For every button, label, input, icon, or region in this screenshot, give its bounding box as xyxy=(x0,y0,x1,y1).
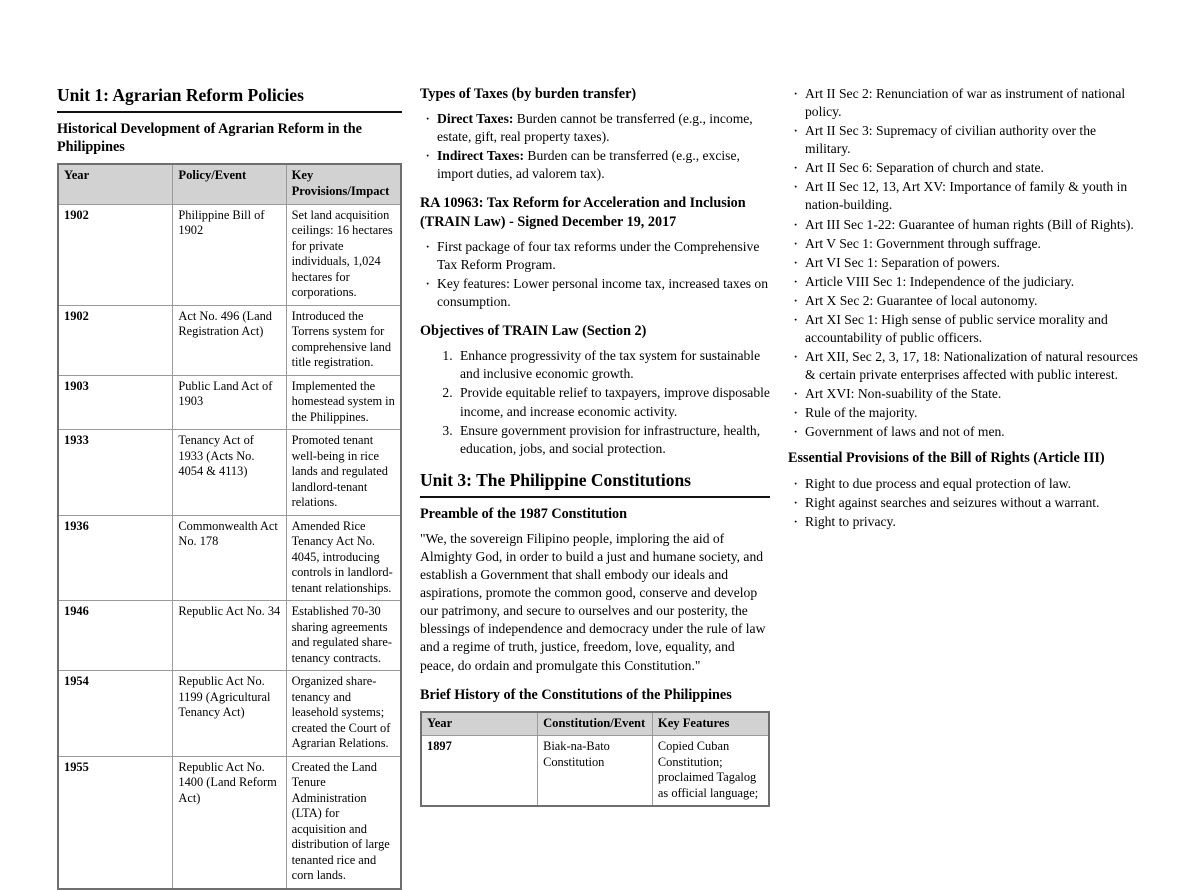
cell-impact: Created the Land Tenure Administration (LTA) for acquisition and distribution of large tenanted rice and corn lands. xyxy=(286,756,401,889)
list-item: · Art X Sec 2: Guarantee of local autonomy. xyxy=(788,292,1140,310)
column-header-year: Year xyxy=(421,712,538,736)
table-header-row xyxy=(58,164,401,204)
list-item: · Key features: Lower personal income tax, increased taxes on consumption. xyxy=(420,275,770,311)
cell-impact: Amended Rice Tenancy Act No. 4045, introducing controls in landlord-tenant relationships. xyxy=(286,515,401,601)
list-item: · Art V Sec 1: Government through suffrage. xyxy=(788,235,1140,253)
cell-impact: Introduced the Torrens system for comprehensive land title registration. xyxy=(286,305,401,375)
constitutions-table-body xyxy=(421,736,769,807)
column-right xyxy=(788,85,1140,535)
table-row xyxy=(58,671,401,757)
table-row xyxy=(58,756,401,889)
cell-policy: Republic Act No. 1199 (Agricultural Tenancy Act) xyxy=(173,671,286,757)
list-item xyxy=(420,110,770,146)
cell-year: 1936 xyxy=(58,515,173,601)
column-header-policy: Policy/Event xyxy=(173,164,286,204)
tax-type-label: Direct Taxes: xyxy=(437,111,514,127)
preamble-text: "We, the sovereign Filipino people, imploring the aid of Almighty God, in order to build a just and humane society, and establish a Government that shall embody our ideals and aspirations, promote the common good, conserve and develop our patrimony, and secure to ourselves and our posterity, the blessings of independence and democracy under the rule of law and a regime of truth, justice, freedom, love, equality, and peace, do ordain and promulgate this Constitution." xyxy=(420,530,766,673)
cell-year: 1933 xyxy=(58,430,173,516)
cell-year: 1946 xyxy=(58,601,173,671)
list-item: · Art II Sec 12, 13, Art XV: Importance of family & youth in nation-building. xyxy=(788,178,1140,214)
table-row xyxy=(58,515,401,601)
section-heading-preamble: Preamble of the 1987 Constitution xyxy=(420,505,628,522)
cell-policy: Act No. 496 (Land Registration Act) xyxy=(173,305,286,375)
tax-type-text: Burden can be transferred (e.g., excise, import duties, ad valorem tax). xyxy=(437,148,740,182)
cell-policy: Philippine Bill of 1902 xyxy=(173,204,286,305)
three-column-layout xyxy=(0,85,1191,890)
section-heading-agrarian-history: Historical Development of Agrarian Reform in the Philippines xyxy=(57,121,362,156)
table-row xyxy=(58,204,401,305)
cell-policy: Republic Act No. 34 xyxy=(173,601,286,671)
cell-policy: Tenancy Act of 1933 (Acts No. 4054 & 4113) xyxy=(173,430,286,516)
column-middle xyxy=(420,85,770,807)
list-item: 3. Ensure government provision for infrastructure, health, education, jobs, and social protection. xyxy=(456,422,770,458)
cell-policy: Commonwealth Act No. 178 xyxy=(173,515,286,601)
cell-features: Copied Cuban Constitution; proclaimed Tagalog as official language; xyxy=(652,736,769,807)
list-item: · Art II Sec 3: Supremacy of civilian authority over the military. xyxy=(788,122,1140,158)
agrarian-reform-table xyxy=(57,163,402,889)
table-row xyxy=(58,430,401,516)
list-item: · Rule of the majority. xyxy=(788,404,1140,422)
table-header-row xyxy=(421,712,769,736)
cell-year: 1902 xyxy=(58,204,173,305)
cell-year: 1903 xyxy=(58,375,173,430)
train-law-points-list xyxy=(420,238,770,311)
list-item: · Art XI Sec 1: High sense of public service morality and accountability of public officers. xyxy=(788,311,1140,347)
list-item: · Right against searches and seizures without a warrant. xyxy=(788,494,1140,512)
cell-year: 1955 xyxy=(58,756,173,889)
tax-type-label: Indirect Taxes: xyxy=(437,148,524,164)
list-item: · Government of laws and not of men. xyxy=(788,423,1140,441)
cell-impact: Implemented the homestead system in the Philippines. xyxy=(286,375,401,430)
column-left xyxy=(57,85,402,890)
tax-type-text: Burden cannot be transferred (e.g., income, estate, gift, real property taxes). xyxy=(437,111,753,145)
page-title: Unit 1: Agrarian Reform Policies xyxy=(57,85,402,113)
tax-types-list xyxy=(420,110,770,183)
list-item: · Right to privacy. xyxy=(788,513,1140,531)
list-item: 2. Provide equitable relief to taxpayers, improve disposable income, and increase economic activity. xyxy=(456,384,770,420)
table-row xyxy=(58,305,401,375)
table-row xyxy=(421,736,769,807)
list-item: 1. Enhance progressivity of the tax system for sustainable and inclusive economic growth. xyxy=(456,347,770,383)
table-row xyxy=(58,601,401,671)
column-header-impact: Key Provisions/Impact xyxy=(286,164,401,204)
section-heading-bill-of-rights: Essential Provisions of the Bill of Rights (Article III) xyxy=(788,450,1105,467)
section-heading-train-law: RA 10963: Tax Reform for Acceleration and Inclusion (TRAIN Law) - Signed December 19, 2017 xyxy=(420,195,746,230)
cell-impact: Set land acquisition ceilings: 16 hectares for private individuals, 1,024 hectares for corporations. xyxy=(286,204,401,305)
list-item: · Art XVI: Non-suability of the State. xyxy=(788,385,1140,403)
bill-of-rights-list xyxy=(788,475,1140,531)
train-objectives-list xyxy=(420,347,770,457)
constitutional-principles-list xyxy=(788,85,1140,441)
list-item: · Art II Sec 2: Renunciation of war as instrument of national policy. xyxy=(788,85,1140,121)
column-header-features: Key Features xyxy=(652,712,769,736)
section-heading-train-objectives: Objectives of TRAIN Law (Section 2) xyxy=(420,323,647,340)
cell-constitution: Biak-na-Bato Constitution xyxy=(538,736,653,807)
list-item: · Art XII, Sec 2, 3, 17, 18: Nationalization of natural resources & certain private enterprises affected with public interest. xyxy=(788,348,1140,384)
unit3-title: Unit 3: The Philippine Constitutions xyxy=(420,470,770,498)
list-item: · Art III Sec 1-22: Guarantee of human rights (Bill of Rights). xyxy=(788,216,1140,234)
list-item: · Article VIII Sec 1: Independence of the judiciary. xyxy=(788,273,1140,291)
column-header-year: Year xyxy=(58,164,173,204)
list-item: · Art VI Sec 1: Separation of powers. xyxy=(788,254,1140,272)
section-heading-constitutions-history: Brief History of the Constitutions of the Philippines xyxy=(420,686,732,703)
list-item: · First package of four tax reforms under the Comprehensive Tax Reform Program. xyxy=(420,238,770,274)
cell-impact: Established 70-30 sharing agreements and regulated share-tenancy contracts. xyxy=(286,601,401,671)
column-header-constitution: Constitution/Event xyxy=(538,712,653,736)
agrarian-table-body xyxy=(58,204,401,889)
cell-year: 1902 xyxy=(58,305,173,375)
list-item: · Right to due process and equal protection of law. xyxy=(788,475,1140,493)
cell-year: 1954 xyxy=(58,671,173,757)
cell-policy: Public Land Act of 1903 xyxy=(173,375,286,430)
list-item: · Art II Sec 6: Separation of church and state. xyxy=(788,159,1140,177)
section-heading-types-of-taxes: Types of Taxes (by burden transfer) xyxy=(420,86,637,102)
cell-policy: Republic Act No. 1400 (Land Reform Act) xyxy=(173,756,286,889)
table-row xyxy=(58,375,401,430)
list-item xyxy=(420,147,770,183)
cell-impact: Promoted tenant well-being in rice lands and regulated landlord-tenant relations. xyxy=(286,430,401,516)
constitutions-table xyxy=(420,711,770,808)
cell-year: 1897 xyxy=(421,736,538,807)
cell-impact: Organized share-tenancy and leasehold systems; created the Court of Agrarian Relations. xyxy=(286,671,401,757)
